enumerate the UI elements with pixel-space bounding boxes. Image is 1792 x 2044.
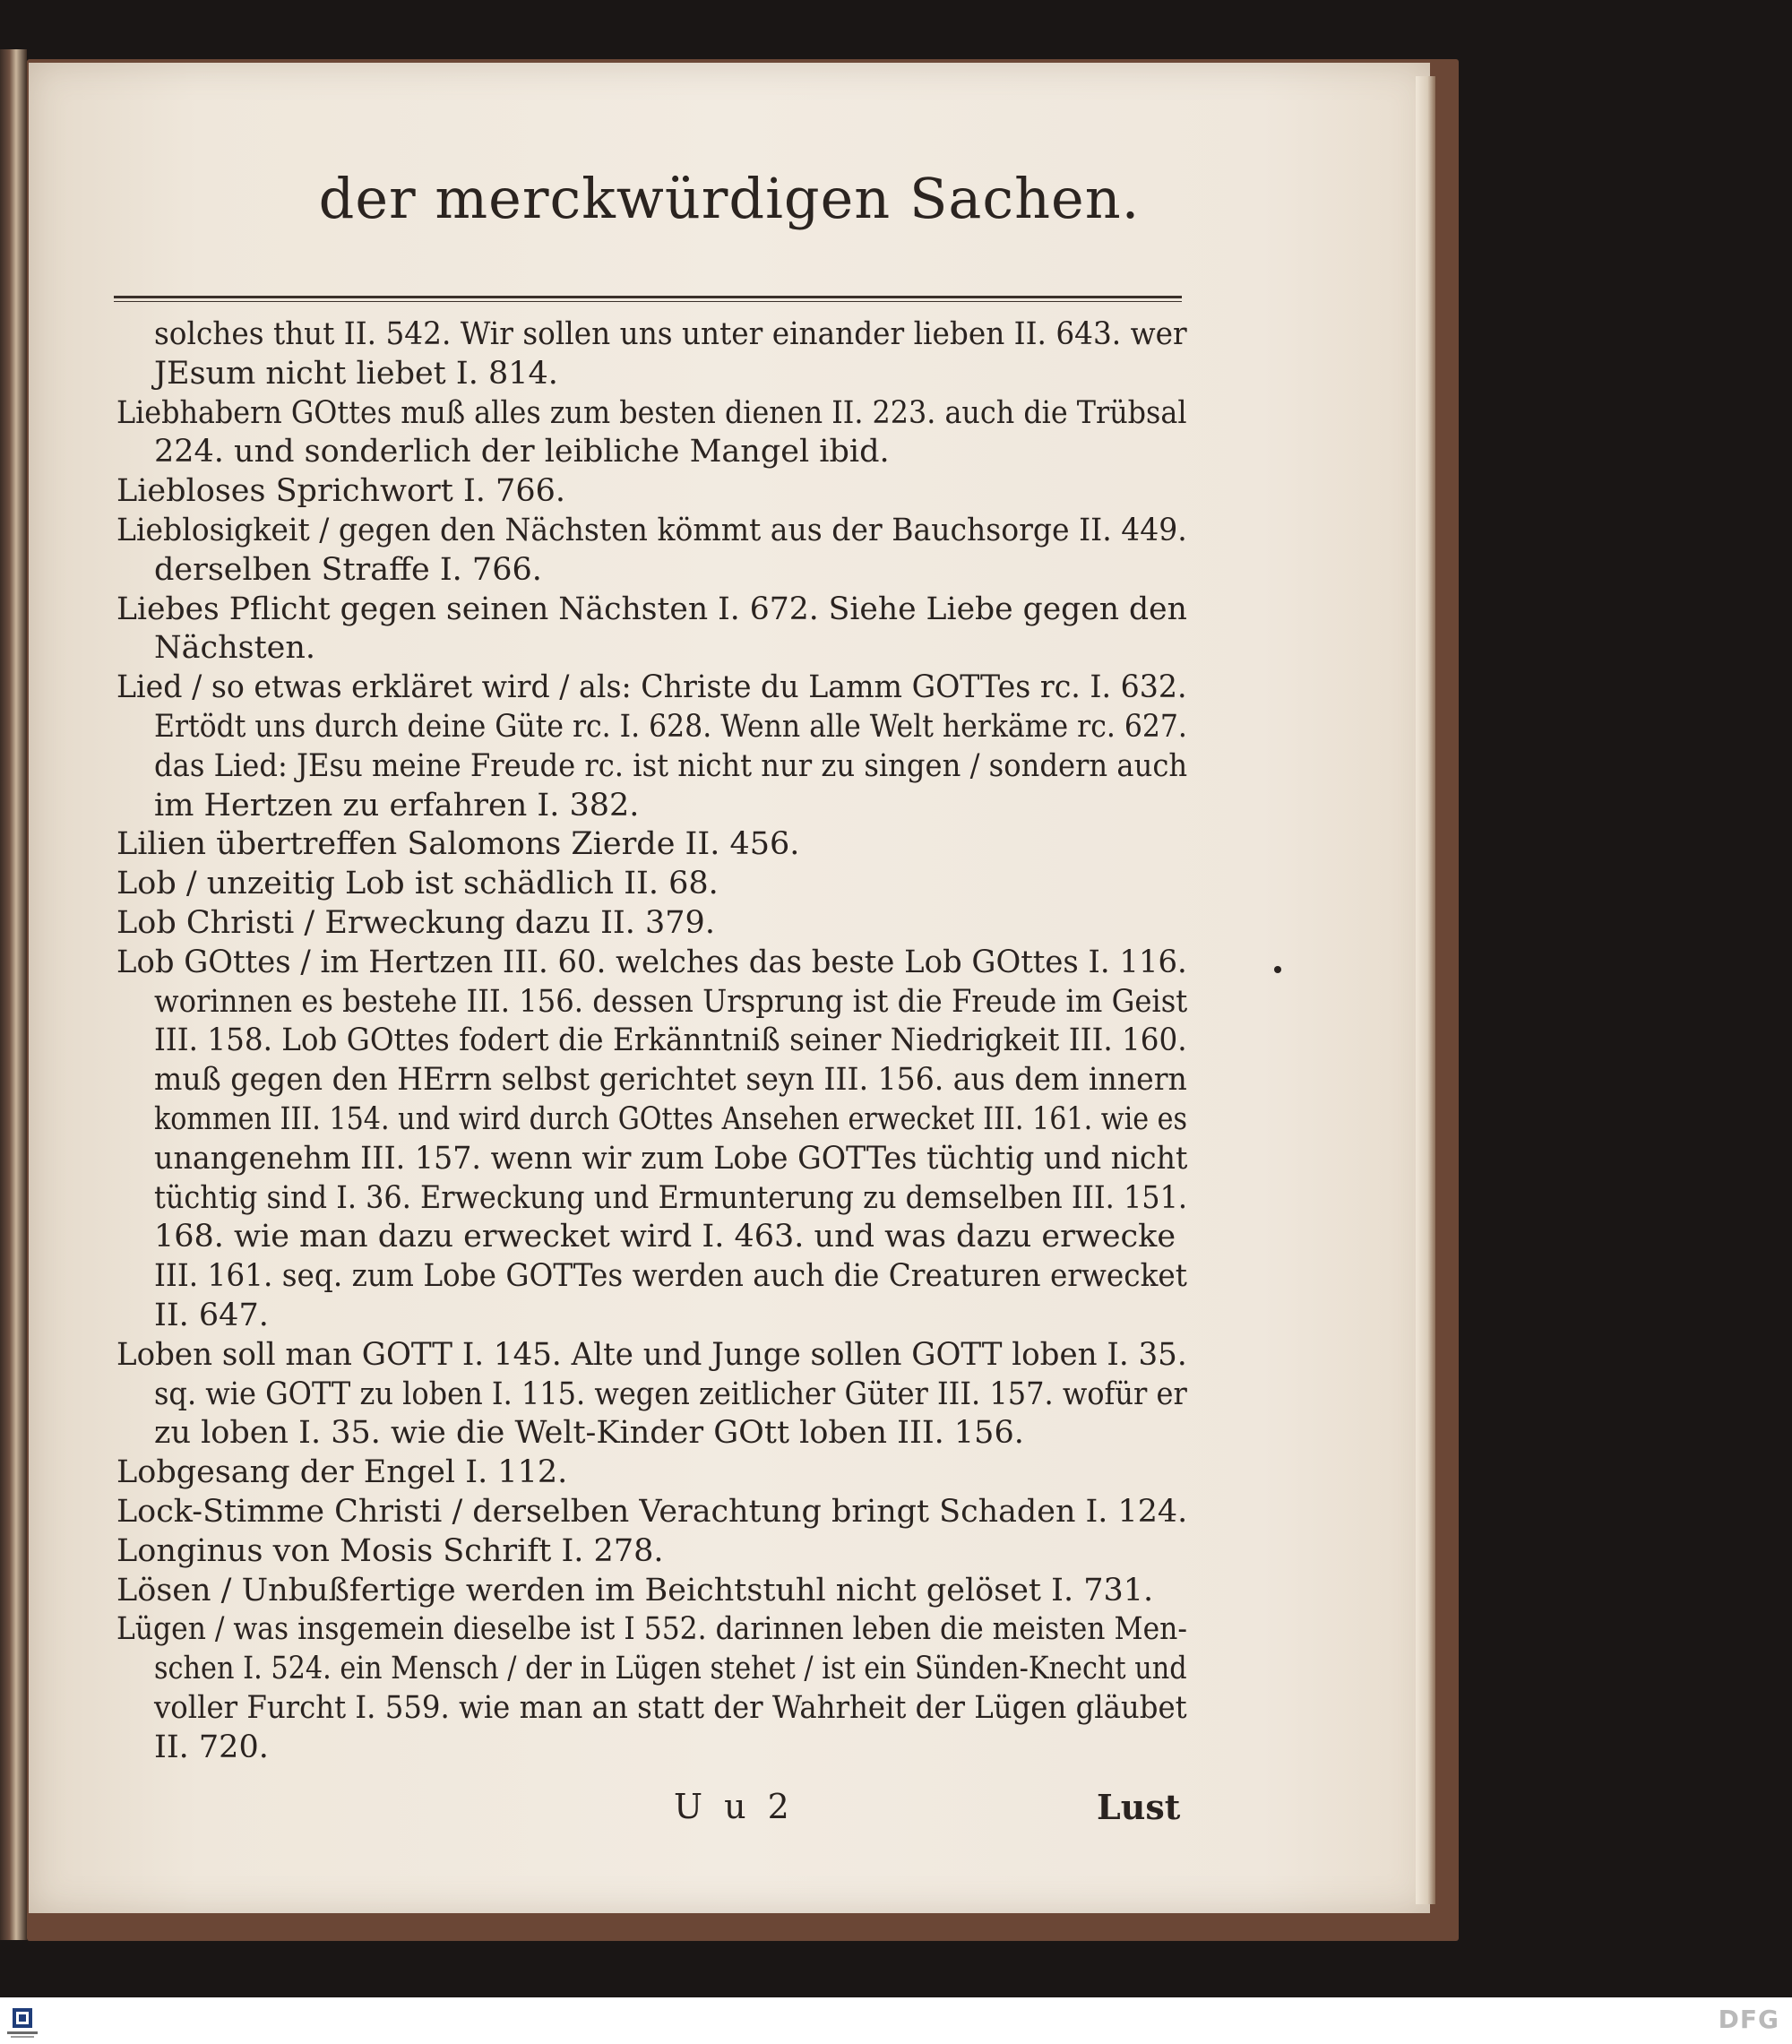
index-line: sq. wie GOTT zu loben I. 115. wegen zeitlicher Güter III. 157. wofür er — [154, 1376, 1187, 1412]
index-line: Lilien übertreffen Salomons Zierde II. 456. — [116, 826, 800, 863]
index-line: Liebhabern GOttes muß alles zum besten dienen II. 223. auch die Trübsal — [116, 394, 1187, 431]
index-line: Lieblosigkeit / gegen den Nächsten kömmt aus der Bauchsorge II. 449. — [116, 513, 1187, 548]
dfg-logo: DFG — [1718, 2005, 1779, 2034]
page-fore-edge — [1416, 76, 1435, 1904]
index-line: unangenehm III. 157. wenn wir zum Lobe GOTTes tüchtig und nicht — [154, 1140, 1188, 1177]
index-line: Lob Christi / Erweckung dazu II. 379. — [116, 905, 715, 941]
index-line: 224. und sonderlich der leibliche Mangel ibid. — [154, 434, 890, 470]
index-line: Lied / so etwas erkläret wird / als: Christe du Lamm GOTTes rc. I. 632. — [116, 669, 1187, 706]
signature-mark: U u 2 — [674, 1787, 795, 1826]
index-line: tüchtig sind I. 36. Erweckung und Ermunterung zu demselben III. 151. — [154, 1179, 1188, 1216]
index-line: III. 158. Lob GOttes fodert die Erkänntniß seiner Niedrigkeit III. 160. — [154, 1022, 1187, 1059]
index-line: Lügen / was insgemein dieselbe ist I 552. darinnen leben die meisten Men- — [116, 1611, 1188, 1648]
index-line: Nächsten. — [154, 630, 316, 667]
library-logo-icon — [0, 2005, 47, 2040]
index-text — [29, 63, 1430, 1913]
index-line: voller Furcht I. 559. wie man an statt der Wahrheit der Lügen gläubet — [154, 1690, 1187, 1726]
index-line: Lob / unzeitig Lob ist schädlich II. 68. — [116, 866, 719, 902]
running-head: der merckwürdigen Sachen. — [318, 166, 1141, 231]
index-line: muß gegen den HErrn selbst gerichtet seyn III. 156. aus dem innern — [154, 1062, 1187, 1099]
viewer-footer-bar — [0, 1997, 1792, 2044]
index-line: das Lied: JEsu meine Freude rc. ist nicht nur zu singen / sondern auch — [154, 747, 1188, 784]
index-line: Liebes Pflicht gegen seinen Nächsten I. 672. Siehe Liebe gegen den — [116, 591, 1187, 627]
book-page — [29, 63, 1430, 1913]
index-line: kommen III. 154. und wird durch GOttes Ansehen erwecket III. 161. wie es — [154, 1101, 1188, 1137]
index-line: Lösen / Unbußfertige werden im Beichtstuhl nicht gelöset I. 731. — [116, 1572, 1154, 1608]
index-line: III. 161. seq. zum Lobe GOTTes werden auch die Creaturen erwecket — [154, 1258, 1187, 1295]
index-line: II. 720. — [154, 1729, 269, 1765]
index-line: Loben soll man GOTT I. 145. Alte und Junge sollen GOTT loben I. 35. — [116, 1336, 1187, 1373]
catchword: Lust — [1097, 1787, 1181, 1827]
index-line: Lobgesang der Engel I. 112. — [116, 1454, 568, 1491]
index-line: schen I. 524. ein Mensch / der in Lügen stehet / ist ein Sünden-Knecht und — [154, 1651, 1187, 1687]
index-line: solches thut II. 542. Wir sollen uns unter einander lieben II. 643. wer — [154, 316, 1187, 352]
ink-speck — [1274, 966, 1281, 973]
index-line: Lob GOttes / im Hertzen III. 60. welches das beste Lob GOttes I. 116. — [116, 944, 1187, 980]
index-line: Ertödt uns durch deine Güte rc. I. 628. Wenn alle Welt herkäme rc. 627. — [154, 709, 1187, 745]
index-line: im Hertzen zu erfahren I. 382. — [154, 787, 640, 824]
previous-page-edge — [0, 49, 27, 1940]
index-line: zu loben I. 35. wie die Welt-Kinder GOtt loben III. 156. — [154, 1415, 1024, 1452]
index-line: derselben Straffe I. 766. — [154, 551, 542, 588]
index-line: 168. wie man dazu erwecket wird I. 463. und was dazu erwecke — [154, 1219, 1176, 1255]
index-line: Longinus von Mosis Schrift I. 278. — [116, 1532, 664, 1569]
index-line: Liebloses Sprichwort I. 766. — [116, 473, 565, 510]
index-line: Lock-Stimme Christi / derselben Verachtung bringt Schaden I. 124. — [116, 1494, 1188, 1530]
index-line: worinnen es bestehe III. 156. dessen Ursprung ist die Freude im Geist — [154, 983, 1188, 1020]
index-line: JEsum nicht liebet I. 814. — [154, 355, 558, 392]
index-line: II. 647. — [154, 1298, 269, 1333]
